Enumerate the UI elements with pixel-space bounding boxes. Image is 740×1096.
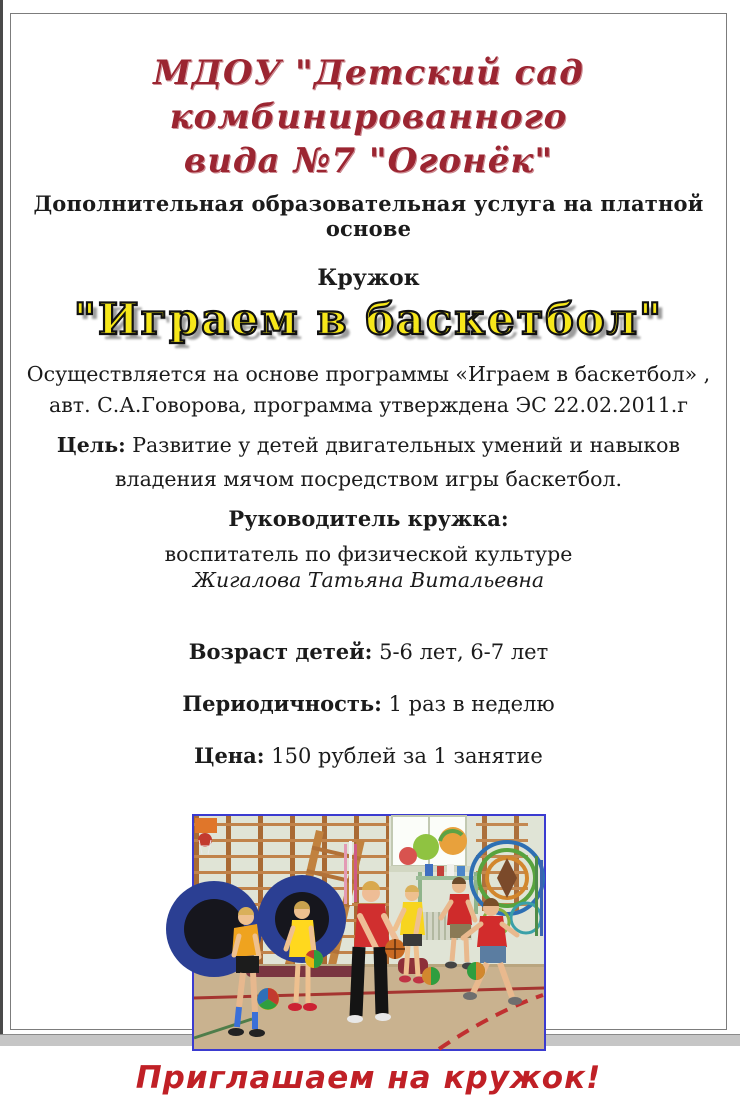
leader-role: воспитатель по физической культуре xyxy=(164,542,573,566)
leader-name: Жигалова Татьяна Витальевна xyxy=(192,568,545,592)
detail-age-label: Возраст детей: xyxy=(188,639,373,664)
hanging-ribbons xyxy=(344,841,357,905)
program-line2: авт. С.А.Говорова, программа утверждена ЭС 22.02.2011.г xyxy=(48,393,688,417)
institution-line2: вида №7 "Огонёк" xyxy=(183,141,554,181)
detail-age xyxy=(14,639,723,664)
institution-title xyxy=(14,51,723,183)
leader-label: Руководитель кружка: xyxy=(228,506,509,531)
club-label: Кружок xyxy=(317,265,420,291)
detail-price-value: 150 рублей за 1 занятие xyxy=(271,744,543,768)
invitation-text: Приглашаем на кружок! xyxy=(135,1060,602,1096)
program-description xyxy=(14,359,723,421)
gym-photo xyxy=(192,814,546,1051)
goal-paragraph xyxy=(14,428,723,496)
service-subtitle: Дополнительная образовательная услуга на платной основе xyxy=(33,191,704,241)
goal-line1: Развитие у детей двигательных умений и навыков xyxy=(132,433,681,457)
club-title-wordart: "Играем в баскетбол" xyxy=(73,295,664,345)
detail-frequency xyxy=(14,691,723,716)
flyer-content xyxy=(14,13,723,1096)
detail-price-label: Цена: xyxy=(194,743,265,768)
goal-label: Цель: xyxy=(56,433,126,457)
page-left-edge xyxy=(0,0,3,1034)
program-line1: Осуществляется на основе программы «Играем в баскетбол» , xyxy=(26,362,711,386)
detail-frequency-label: Периодичность: xyxy=(182,691,382,716)
gym-photo-illustration xyxy=(194,816,544,1049)
gym-floor xyxy=(194,964,544,1049)
institution-line1: МДОУ "Детский сад комбинированного xyxy=(153,53,584,137)
detail-price xyxy=(14,743,723,768)
goal-line2: владения мячом посредством игры баскетбол. xyxy=(115,467,622,491)
detail-age-value: 5-6 лет, 6-7 лет xyxy=(379,640,549,664)
detail-frequency-value: 1 раз в неделю xyxy=(388,692,555,716)
rainbow-ball xyxy=(257,988,279,1010)
